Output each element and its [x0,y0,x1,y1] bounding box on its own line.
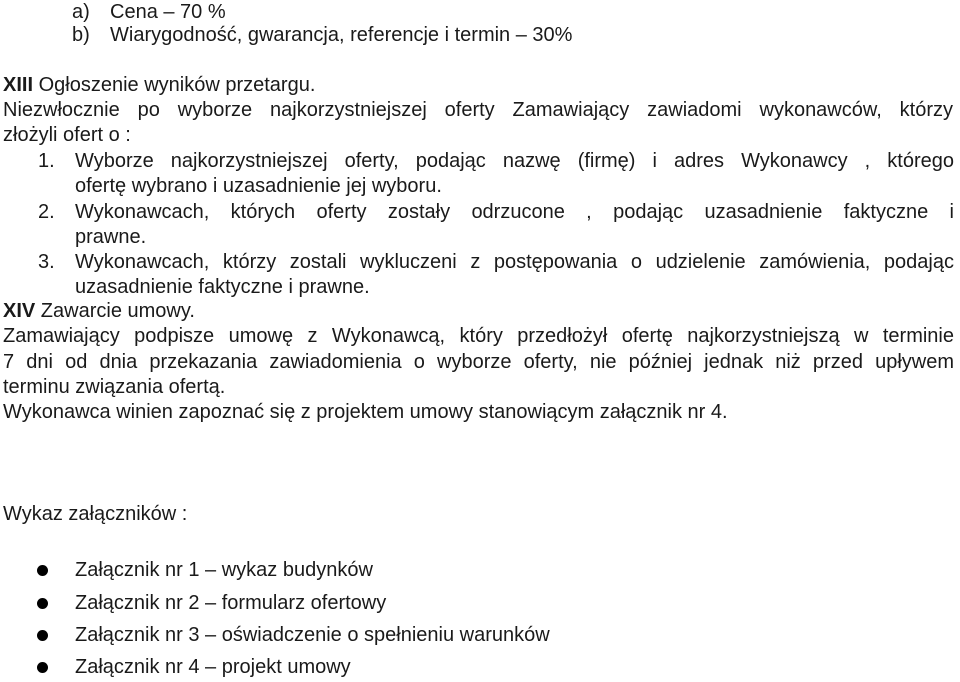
criteria-marker-b: b) [72,24,90,46]
section-13-item-3-number: 3. [38,251,55,273]
section-14-paragraph-line3: terminu związania ofertą. [3,376,226,398]
section-14-paragraph-line2: 7 dni od dnia przekazania zawiadomienia o wyborze oferty, nie później jednak niż przed upływem [3,351,954,373]
section-13-item-1-number: 1. [38,150,55,172]
section-14-title: Zawarcie umowy. [35,300,195,322]
section-13-item-3-line2: uzasadnienie faktyczne i prawne. [75,276,370,298]
bullet-icon [37,598,48,609]
section-14-numeral: XIV [3,300,36,322]
section-13-heading [3,73,315,97]
section-14-paragraph-line1: Zamawiający podpisze umowę z Wykonawcą, który przedłożył ofertę najkorzystniejszą w terminie [3,325,954,347]
section-13-item-3-line1: Wykonawcach, którzy zostali wykluczeni z postępowania o udzielenie zamówienia, podając [75,251,954,273]
attachments-heading: Wykaz załączników : [3,503,188,525]
bullet-icon [37,565,48,576]
section-14-paragraph-2: Wykonawca winien zapoznać się z projektem umowy stanowiącym załącznik nr 4. [3,401,728,423]
section-13-item-1-line2: ofertę wybrano i uzasadnienie jej wyboru. [75,175,442,197]
section-14-heading [3,299,195,323]
section-13-intro-line1: Niezwłocznie po wyborze najkorzystniejszej oferty Zamawiający zawiadomi wykonawców, którzy [3,99,953,121]
attachment-item-4: Załącznik nr 4 – projekt umowy [75,656,351,678]
section-13-title: Ogłoszenie wyników przetargu. [33,74,316,96]
attachment-item-1: Załącznik nr 1 – wykaz budynków [75,559,373,581]
attachment-item-2: Załącznik nr 2 – formularz ofertowy [75,592,387,614]
section-13-item-2-number: 2. [38,201,55,223]
section-13-intro-line2: złożyli ofert o : [3,124,131,146]
criteria-item-reliability: Wiarygodność, gwarancja, referencje i termin – 30% [110,24,573,46]
section-13-item-2-line1: Wykonawcach, których oferty zostały odrzucone , podając uzasadnienie faktyczne i [75,201,954,223]
section-13-numeral: XIII [3,74,34,96]
criteria-marker-a: a) [72,1,90,23]
section-13-item-2-line2: prawne. [75,226,147,248]
section-13-item-1-line1: Wyborze najkorzystniejszej oferty, podając nazwę (firmę) i adres Wykonawcy , którego [75,150,954,172]
criteria-item-price: Cena – 70 % [110,1,226,23]
attachment-item-3: Załącznik nr 3 – oświadczenie o spełnieniu warunków [75,624,550,646]
bullet-icon [37,662,48,673]
bullet-icon [37,630,48,641]
